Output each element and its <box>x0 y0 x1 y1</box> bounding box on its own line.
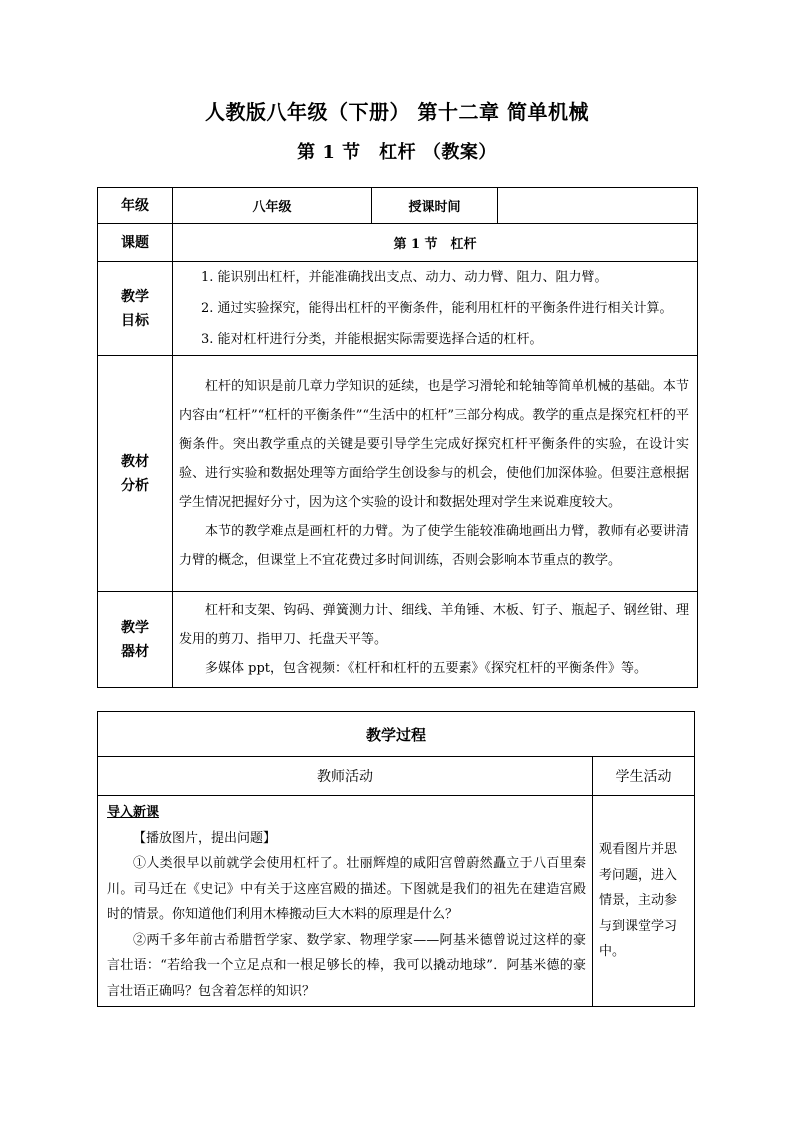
teacher-paragraph: ②两千多年前古希腊哲学家、数学家、物理学家——阿基米德曾说过这样的豪言壮语：“若给我一个立足点和一根足够长的棒，我可以撬动地球”．阿基米德的豪言壮语正确吗？包含着怎样的知识？ <box>107 932 586 999</box>
analysis-paragraph: 本节的教学难点是画杠杆的力臂。为了使学生能较准确地画出力臂，教师有必要讲清力臂的概念，但课堂上不宜花费过多时间训练，否则会影响本节重点的教学。 <box>179 524 689 568</box>
teacher-activity-header: 教师活动 <box>98 757 593 796</box>
subsection-title: 【播放图片，提出问题】 <box>133 830 277 846</box>
equipment-label-line-2: 器材 <box>121 643 149 660</box>
analysis-label-line-1: 教材 <box>121 453 149 470</box>
equipment-paragraph: 多媒体 ppt，包含视频：《杠杆和杠杆的五要素》《探究杠杆的平衡条件》等。 <box>205 661 648 676</box>
topic-value: 第 1 节 杠杆 <box>173 224 698 262</box>
goal-item: 2. 通过实验探究，能得出杠杆的平衡条件，能利用杠杆的平衡条件进行相关计算。 <box>201 301 673 316</box>
class-time-value <box>498 188 698 224</box>
student-activity-header: 学生活动 <box>593 757 695 796</box>
teaching-process-table <box>97 711 695 1007</box>
class-time-label: 授课时间 <box>372 188 498 224</box>
process-title: 教学过程 <box>98 712 695 757</box>
analysis-paragraph: 杠杆的知识是前几章力学知识的延续，也是学习滑轮和轮轴等简单机械的基础。本节内容由“杠杆”“杠杆的平衡条件”“生活中的杠杆”三部分构成。教学的重点是探究杠杆的平衡条件。突出教学重点的关键是要引导学生完成好探究杠杆平衡条件的实验，在设计实验、进行实验和数据处理等方面给学生创设参与的机会，使他们加深体验。但要注意根据学生情况把握好分寸，因为这个实验的设计和数据处理对学生来说难度较大。 <box>179 379 689 510</box>
document-title: 人教版八年级（下册） 第十二章 简单机械 <box>205 100 589 124</box>
goal-item: 1. 能识别出杠杆，并能准确找出支点、动力、动力臂、阻力、阻力臂。 <box>201 270 608 285</box>
equipment-paragraph: 杠杆和支架、钩码、弹簧测力计、细线、羊角锤、木板、钉子、瓶起子、钢丝钳、理发用的剪刀、指甲刀、托盘天平等。 <box>179 603 689 647</box>
lesson-info-table <box>97 187 698 688</box>
grade-label: 年级 <box>98 188 173 224</box>
topic-label: 课题 <box>98 224 173 262</box>
student-activity-content: 观看图片并思考问题，进入情景，主动参与到课堂学习中。 <box>593 796 695 1007</box>
section-title: 导入新课 <box>107 805 160 820</box>
goals-label-line-2: 目标 <box>121 312 149 329</box>
goal-item: 3. 能对杠杆进行分类，并能根据实际需要选择合适的杠杆。 <box>201 332 543 347</box>
equipment-content <box>173 592 698 688</box>
equipment-label <box>98 592 173 688</box>
equipment-label-line-1: 教学 <box>121 619 149 636</box>
document-subtitle: 第 1 节 杠杆 （教案） <box>297 142 497 163</box>
analysis-label-line-2: 分析 <box>121 477 149 494</box>
goals-label-line-1: 教学 <box>121 288 149 305</box>
analysis-content <box>173 356 698 592</box>
teacher-paragraph: ①人类很早以前就学会使用杠杆了。壮丽辉煌的咸阳宫曾蔚然矗立于八百里秦川。司马迁在《史记》中有关于这座宫殿的描述。下图就是我们的祖先在建造宫殿时的情景。你知道他们利用木棒搬动巨大木料的原理是什么？ <box>107 856 586 922</box>
goals-content <box>173 262 698 356</box>
analysis-label <box>98 356 173 592</box>
teacher-activity-content <box>98 796 593 1007</box>
goals-label <box>98 262 173 356</box>
grade-value: 八年级 <box>173 188 372 224</box>
